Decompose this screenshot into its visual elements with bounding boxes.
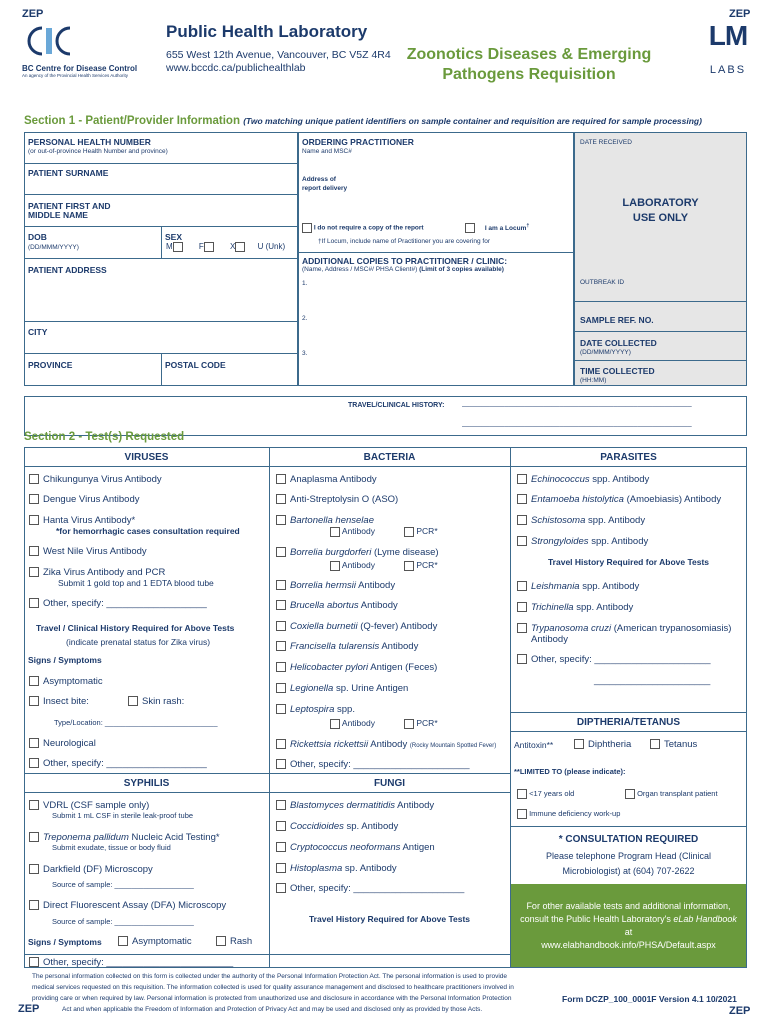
report-label-1: Address of [302, 176, 336, 183]
test-zika[interactable] [29, 567, 165, 578]
schistosoma-rest: spp. Antibody [585, 515, 646, 526]
bccdc-logo-icon [22, 24, 76, 58]
bacteria-other[interactable] [276, 759, 470, 770]
francisella-rest: Antibody [379, 641, 419, 652]
syphilis-other[interactable] [29, 957, 233, 968]
address-label: PATIENT ADDRESS [28, 265, 107, 275]
darkfield-label: Darkfield (DF) Microscopy [43, 864, 153, 875]
virus-asymptomatic-label: Asymptomatic [43, 676, 103, 687]
bacteria-other-label: Other, specify: ______________________ [290, 759, 470, 770]
source2-field[interactable]: Source of sample: ___________________ [52, 917, 194, 926]
leptospira-pcr-label: PCR* [416, 718, 438, 728]
borrelia-b-antibody[interactable] [330, 560, 375, 571]
test-dengue[interactable] [29, 494, 139, 505]
test-borrelia-hermsii[interactable] [276, 580, 395, 591]
organ-label: Organ transplant patient [637, 789, 718, 798]
dengue-checkbox[interactable] [29, 494, 39, 504]
borrelia-h-label: Borrelia hermsii [290, 580, 356, 591]
phn-label: PERSONAL HEALTH NUMBER [28, 137, 151, 147]
leptospira-antibody-checkbox[interactable] [330, 719, 340, 729]
helicobacter-checkbox[interactable] [276, 662, 286, 672]
bccdc-name: BC Centre for Disease Control [22, 64, 138, 73]
histoplasma-label: Histoplasma [290, 863, 343, 874]
syphilis-other-checkbox[interactable] [29, 957, 39, 967]
aso-label: Anti-Streptolysin O (ASO) [290, 494, 399, 505]
virus-other-2[interactable] [29, 758, 207, 769]
virus-travel-required: Travel / Clinical History Required for Above Tests [36, 623, 235, 633]
first-name-label-1: PATIENT FIRST AND [28, 201, 111, 211]
vdrl-checkbox[interactable] [29, 800, 39, 810]
treponema-rest: Nucleic Acid Testing* [128, 832, 220, 843]
trichinella-checkbox[interactable] [517, 602, 527, 612]
diphtheria-label: Diphtheria [588, 739, 632, 750]
schistosoma-label: Schistosoma [531, 515, 586, 526]
test-legionella[interactable] [276, 683, 408, 694]
lab-use-title-2: USE ONLY [632, 212, 689, 224]
copy-1-number: 1. [302, 280, 308, 287]
histoplasma-checkbox[interactable] [276, 863, 286, 873]
borrelia-b-antibody-checkbox[interactable] [330, 561, 340, 571]
test-entamoeba[interactable] [517, 494, 721, 505]
borrelia-h-checkbox[interactable] [276, 580, 286, 590]
test-borrelia-burgdorferi[interactable] [276, 547, 439, 558]
coccidioides-rest: sp. Antibody [343, 821, 399, 832]
virus-neurological[interactable] [29, 738, 96, 749]
test-coxiella[interactable] [276, 621, 437, 632]
test-strongyloides[interactable] [517, 536, 648, 547]
coxiella-checkbox[interactable] [276, 621, 286, 631]
vdrl-label: VDRL (CSF sample only) [43, 800, 150, 811]
test-treponema[interactable] [29, 832, 220, 843]
immune-option[interactable] [517, 809, 620, 819]
zep-code-top-left: ZEP [22, 8, 44, 20]
cryptococcus-checkbox[interactable] [276, 842, 286, 852]
sample-ref-label: SAMPLE REF. NO. [580, 315, 654, 325]
surname-label: PATIENT SURNAME [28, 168, 109, 178]
borrelia-b-label: Borrelia burgdorferi [290, 547, 372, 558]
entamoeba-label: Entamoeba histolytica [531, 494, 624, 505]
antitoxin-label: Antitoxin** [514, 740, 554, 750]
city-label: CITY [28, 327, 48, 337]
consult-header: * CONSULTATION REQUIRED [558, 834, 699, 845]
zep-code-bottom-left: ZEP [18, 1003, 40, 1015]
additional-sub-text: (Name, Address / MSC#/ PHSA Client#) [302, 266, 418, 273]
brucella-checkbox[interactable] [276, 600, 286, 610]
leishmania-rest: spp. Antibody [579, 581, 640, 592]
rickettsia-small: (Rocky Mountain Spotted Fever) [409, 743, 497, 749]
insect-bite-label: Insect bite: [43, 696, 89, 707]
skin-rash-label: Skin rash: [142, 696, 185, 707]
neurological-checkbox[interactable] [29, 738, 39, 748]
info-line1: For other available tests and additional information, [526, 901, 731, 911]
lt17-option[interactable] [517, 789, 574, 799]
privacy-notice [32, 971, 562, 1015]
blastomyces-rest: Antibody [395, 800, 435, 811]
borrelia-b-pcr-label: PCR* [416, 560, 438, 570]
leptospira-label: Leptospira [290, 704, 335, 715]
date-collected-label: DATE COLLECTED [580, 338, 657, 348]
no-copy-checkbox[interactable] [302, 223, 312, 233]
westnile-label: West Nile Virus Antibody [43, 546, 147, 557]
source1-field[interactable]: Source of sample: ___________________ [52, 880, 194, 889]
trypanosoma-line2: Antibody [531, 634, 568, 645]
schistosoma-checkbox[interactable] [517, 515, 527, 525]
date-collected-sublabel: (DD/MMM/YYYY) [580, 349, 631, 356]
leptospira-antibody[interactable] [330, 718, 375, 729]
consult-line2: Microbiologist) at (604) 707-2622 [562, 866, 695, 876]
test-histoplasma[interactable] [276, 863, 397, 874]
test-tetanus[interactable] [650, 739, 697, 750]
lab-use-title-1: LABORATORY [622, 197, 699, 209]
bartonella-pcr-checkbox[interactable] [404, 527, 414, 537]
hanta-checkbox[interactable] [29, 515, 39, 525]
info-box [511, 884, 746, 967]
info-handbook: eLab Handbook [673, 914, 737, 924]
test-coccidioides[interactable] [276, 821, 398, 832]
treponema-note: Submit exudate, tissue or body fluid [52, 843, 171, 852]
test-aso[interactable] [276, 494, 398, 505]
bartonella-antibody[interactable] [330, 526, 375, 537]
additional-limit: (Limit of 3 copies available) [419, 266, 504, 273]
brucella-rest: Antibody [358, 600, 398, 611]
phn-sublabel: (or out-of-province Health Number and province) [28, 148, 168, 155]
bartonella-pcr[interactable] [404, 526, 438, 537]
borrelia-b-pcr[interactable] [404, 560, 438, 571]
zep-code-top-right: ZEP [729, 8, 751, 20]
surname-input[interactable] [28, 180, 288, 192]
info-line2 [511, 914, 746, 924]
bartonella-checkbox[interactable] [276, 515, 286, 525]
labs-logo: LABS [709, 64, 747, 76]
sex-f-checkbox[interactable] [204, 242, 214, 252]
bartonella-pcr-label: PCR* [416, 526, 438, 536]
lab-title: Public Health Laboratory [166, 22, 368, 41]
rickettsia-rest: Antibody [368, 739, 408, 750]
echinococcus-rest: spp. Antibody [589, 474, 650, 485]
virus-other2-label: Other, specify: ___________________ [43, 758, 207, 769]
rickettsia-checkbox[interactable] [276, 739, 286, 749]
coxiella-rest: (Q-fever) Antibody [357, 621, 438, 632]
echinococcus-checkbox[interactable] [517, 474, 527, 484]
helicobacter-label: Helicobacter pylori [290, 662, 369, 673]
dfa-label: Direct Fluorescent Assay (DFA) Microscopy [43, 900, 227, 911]
sex-x-checkbox[interactable] [235, 242, 245, 252]
privacy-line3: providing care or when required by law. Personal information is protected from unauthorized use and disclosure in accordance with the Personal Information Protection [32, 995, 512, 1002]
test-trichinella[interactable] [517, 602, 633, 613]
anaplasma-checkbox[interactable] [276, 474, 286, 484]
rickettsia-label: Rickettsia rickettsii [290, 739, 369, 750]
tetanus-checkbox[interactable] [650, 739, 660, 749]
lm-logo: LM [708, 20, 748, 51]
privacy-line1: The personal information collected on this form is collected under the authority of the Personal Information Protection Act. The personal information is used to provide [32, 973, 507, 980]
test-anaplasma[interactable] [276, 474, 377, 485]
bartonella-antibody-label: Antibody [341, 526, 375, 536]
bartonella-label: Bartonella henselae [290, 515, 374, 526]
hanta-note: *for hemorrhagic cases consultation required [56, 526, 240, 536]
section1-note: (Two matching unique patient identifiers on sample container and requisition are required for sample processing) [243, 116, 702, 126]
zep-code-bottom-right: ZEP [729, 1005, 751, 1017]
test-cryptococcus[interactable] [276, 842, 435, 853]
dob-sublabel: (DD/MMM/YYYY) [28, 244, 79, 251]
borrelia-b-pcr-checkbox[interactable] [404, 561, 414, 571]
bccdc-tagline: An agency of the Provincial Health Services Authority [22, 73, 129, 78]
fungi-other-checkbox[interactable] [276, 883, 286, 893]
section2-title: Section 2 - Test(s) Requested [24, 431, 185, 443]
borrelia-b-rest: (Lyme disease) [371, 547, 439, 558]
leptospira-checkbox[interactable] [276, 704, 286, 714]
chikungunya-label: Chikungunya Virus Antibody [43, 474, 162, 485]
test-leishmania[interactable] [517, 581, 639, 592]
viruses-header: VIRUSES [124, 452, 169, 463]
lab-address: 655 West 12th Avenue, Vancouver, BC V5Z 4R4 [166, 49, 391, 61]
trypanosoma-checkbox[interactable] [517, 623, 527, 633]
zika-note: Submit 1 gold top and 1 EDTA blood tube [58, 578, 214, 588]
travel-history-line2[interactable]: ___________________________________________________________ [462, 420, 692, 427]
legionella-rest: sp. Urine Antigen [333, 683, 409, 694]
test-brucella[interactable] [276, 600, 398, 611]
bacteria-header: BACTERIA [363, 452, 416, 463]
vdrl-note: Submit 1 mL CSF in sterile leak-proof tube [52, 811, 194, 820]
test-schistosoma[interactable] [517, 515, 645, 526]
bartonella-antibody-checkbox[interactable] [330, 527, 340, 537]
coccidioides-label: Coccidioides [290, 821, 344, 832]
syphilis-rash-checkbox[interactable] [216, 936, 226, 946]
syphilis-asymptomatic-checkbox[interactable] [118, 936, 128, 946]
fungi-travel-required: Travel History Required for Above Tests [308, 914, 471, 924]
form-title-line2: Pathogens Requisition [442, 66, 616, 83]
echinococcus-label: Echinococcus [531, 474, 590, 485]
blastomyces-label: Blastomyces dermatitidis [290, 800, 396, 811]
darkfield-checkbox[interactable] [29, 864, 39, 874]
virus-other-checkbox[interactable] [29, 598, 39, 608]
test-westnile[interactable] [29, 546, 147, 557]
parasite-travel-required: Travel History Required for Above Tests [547, 557, 710, 567]
chikungunya-checkbox[interactable] [29, 474, 39, 484]
sex-u-label: U (Unk) [257, 242, 286, 252]
zika-checkbox[interactable] [29, 567, 39, 577]
test-vdrl[interactable] [29, 800, 149, 811]
diphtheria-checkbox[interactable] [574, 739, 584, 749]
sex-m-checkbox[interactable] [173, 242, 183, 252]
cryptococcus-label: Cryptococcus neoformans [290, 842, 401, 853]
virus-other2-checkbox[interactable] [29, 758, 39, 768]
test-blastomyces[interactable] [276, 800, 434, 811]
outbreak-label: OUTBREAK ID [580, 279, 625, 286]
borrelia-h-rest: Antibody [356, 580, 396, 591]
hanta-label: Hanta Virus Antibody* [43, 515, 136, 526]
cryptococcus-rest: Antigen [400, 842, 435, 853]
test-trypanosoma[interactable] [517, 623, 731, 634]
test-chikungunya[interactable] [29, 474, 162, 485]
fungi-header: FUNGI [373, 778, 406, 789]
neurological-label: Neurological [43, 738, 96, 749]
additional-label: ADDITIONAL COPIES TO PRACTITIONER / CLINIC: [302, 256, 508, 266]
syphilis-rash[interactable] [216, 936, 252, 947]
section1-title-text: Section 1 - Patient/Provider Information [24, 115, 240, 127]
virus-skin-rash[interactable] [128, 696, 184, 707]
syphilis-asymptomatic-label: Asymptomatic [132, 936, 192, 947]
parasite-other[interactable] [517, 654, 711, 665]
legionella-checkbox[interactable] [276, 683, 286, 693]
francisella-label: Francisella tularensis [290, 641, 380, 652]
time-collected-sublabel: (HH:MM) [580, 377, 607, 384]
borrelia-b-checkbox[interactable] [276, 547, 286, 557]
info-line3: at [624, 927, 633, 937]
test-francisella[interactable] [276, 641, 418, 652]
no-copy-option [302, 223, 424, 233]
bacteria-other-checkbox[interactable] [276, 759, 286, 769]
sex-f-label: F [198, 242, 204, 252]
bccdc-logo [22, 24, 152, 76]
lab-website[interactable]: www.bccdc.ca/publichealthlab [166, 62, 306, 74]
histoplasma-rest: sp. Antibody [342, 863, 397, 874]
fungi-other[interactable] [276, 883, 464, 894]
strongyloides-checkbox[interactable] [517, 536, 527, 546]
sex-label: SEX [165, 232, 183, 242]
locum-checkbox[interactable] [465, 223, 475, 233]
leptospira-pcr-checkbox[interactable] [404, 719, 414, 729]
form-id: Form DCZP_100_0001F Version 4.1 10/2021 [562, 994, 737, 1004]
test-bartonella[interactable] [276, 515, 374, 526]
blastomyces-checkbox[interactable] [276, 800, 286, 810]
leptospira-antibody-label: Antibody [341, 718, 375, 728]
leptospira-rest: spp. [334, 704, 355, 715]
strongyloides-rest: spp. Antibody [588, 536, 649, 547]
sex-m-label: M [166, 242, 173, 252]
coccidioides-checkbox[interactable] [276, 821, 286, 831]
dfa-checkbox[interactable] [29, 900, 39, 910]
province-label: PROVINCE [28, 360, 73, 370]
entamoeba-checkbox[interactable] [517, 494, 527, 504]
skin-rash-checkbox[interactable] [128, 696, 138, 706]
section1-title [24, 115, 702, 127]
locum-superscript: † [526, 223, 530, 229]
additional-sublabel [302, 266, 504, 273]
locum-note: †If Locum, include name of Practitioner you are covering for [318, 238, 490, 245]
borrelia-b-antibody-label: Antibody [341, 560, 375, 570]
virus-asymptomatic[interactable] [29, 676, 103, 687]
legionella-label: Legionella [290, 683, 334, 694]
dob-label: DOB [28, 232, 47, 242]
travel-history-line1[interactable]: ___________________________________________________________ [462, 400, 692, 407]
coxiella-label: Coxiella burnetii [290, 621, 358, 632]
syphilis-header: SYPHILIS [123, 778, 170, 789]
trichinella-label: Trichinella [531, 602, 574, 613]
zika-label: Zika Virus Antibody and PCR [43, 567, 166, 578]
test-diphtheria[interactable] [574, 739, 631, 750]
locum-option [465, 223, 529, 233]
treponema-label: Treponema pallidum [43, 832, 129, 843]
strongyloides-label: Strongyloides [531, 536, 589, 547]
privacy-line2: medical services requested on this requisition. The information collected is used for quality assurance management and disclosed to healthcare practitioners involved in [32, 984, 514, 991]
virus-signs-label: Signs / Symptoms [28, 655, 102, 665]
aso-checkbox[interactable] [276, 494, 286, 504]
virus-insect-bite[interactable] [29, 696, 89, 707]
limited-to-label: **LIMITED TO (please indicate): [514, 767, 626, 776]
virus-other-label: Other, specify: ___________________ [43, 598, 207, 609]
brucella-label: Brucella abortus [290, 600, 359, 611]
fungi-other-label: Other, specify: _____________________ [290, 883, 465, 894]
syphilis-signs-label: Signs / Symptoms [28, 937, 102, 947]
test-hanta[interactable] [29, 515, 135, 526]
lt17-label: <17 years old [529, 789, 575, 798]
consult-line1: Please telephone Program Head (Clinical [545, 851, 712, 861]
leishmania-checkbox[interactable] [517, 581, 527, 591]
entamoeba-rest: (Amoebiasis) Antibody [623, 494, 722, 505]
leptospira-pcr[interactable] [404, 718, 438, 729]
syphilis-asymptomatic[interactable] [118, 936, 192, 947]
trypanosoma-rest: (American trypanosomiasis) [611, 623, 732, 634]
test-dfa[interactable] [29, 900, 226, 911]
dengue-label: Dengue Virus Antibody [43, 494, 140, 505]
virus-asymptomatic-checkbox[interactable] [29, 676, 39, 686]
time-collected-label: TIME COLLECTED [580, 366, 655, 376]
sex-x-label: X [230, 242, 236, 252]
francisella-checkbox[interactable] [276, 641, 286, 651]
virus-other[interactable] [29, 598, 207, 609]
phn-input[interactable] [28, 156, 288, 162]
parasite-other-label: Other, specify: ______________________ [531, 654, 711, 665]
treponema-checkbox[interactable] [29, 832, 39, 842]
ordering-sublabel: Name and MSC# [302, 148, 352, 155]
sex-options [166, 242, 285, 252]
test-leptospira[interactable] [276, 704, 355, 715]
test-helicobacter[interactable] [276, 662, 437, 673]
test-rickettsia[interactable] [276, 739, 496, 750]
trypanosoma-label: Trypanosoma cruzi [531, 623, 612, 634]
parasite-other-line[interactable]: ______________________ [594, 675, 711, 686]
insect-bite-checkbox[interactable] [29, 696, 39, 706]
trichinella-rest: spp. Antibody [573, 602, 634, 613]
parasites-header: PARASITES [600, 452, 657, 463]
immune-checkbox[interactable] [517, 809, 527, 819]
syphilis-other-label: Other, specify: ________________________ [43, 957, 234, 968]
privacy-line4: Act and when applicable the Freedom of Information and Protection of Privacy Act and may be used and disclosed only as provided by those Acts. [62, 1006, 483, 1013]
first-name-label-2: MIDDLE NAME [28, 210, 88, 220]
type-location-field[interactable]: Type/Location: ___________________________ [54, 718, 218, 727]
virus-prenatal-note: (indicate prenatal status for Zika virus) [66, 637, 211, 647]
date-received-label: DATE RECEIVED [580, 139, 632, 146]
lt17-checkbox[interactable] [517, 789, 527, 799]
syphilis-rash-label: Rash [230, 936, 253, 947]
dipth-header: DIPTHERIA/TETANUS [576, 717, 681, 728]
copy-3-number: 3. [302, 350, 308, 357]
test-darkfield[interactable] [29, 864, 153, 875]
info-line2-text: consult the Public Health Laboratory's [520, 914, 674, 924]
helicobacter-rest: Antigen (Feces) [368, 662, 438, 673]
organ-option[interactable] [625, 789, 718, 799]
leishmania-label: Leishmania [531, 581, 580, 592]
tetanus-label: Tetanus [664, 739, 698, 750]
organ-checkbox[interactable] [625, 789, 635, 799]
form-title-line1: Zoonotics Diseases & Emerging [406, 46, 652, 63]
travel-history-label: TRAVEL/CLINICAL HISTORY: [348, 402, 445, 409]
report-label-2: report delivery [302, 185, 348, 192]
immune-label: Immune deficiency work-up [529, 809, 621, 818]
westnile-checkbox[interactable] [29, 546, 39, 556]
copy-2-number: 2. [302, 315, 308, 322]
anaplasma-label: Anaplasma Antibody [290, 474, 377, 485]
postal-label: POSTAL CODE [165, 360, 226, 370]
no-copy-label: I do not require a copy of the report [313, 224, 424, 232]
ordering-label: ORDERING PRACTITIONER [302, 137, 414, 147]
parasite-other-checkbox[interactable] [517, 654, 527, 664]
test-echinococcus[interactable] [517, 474, 649, 485]
info-link[interactable]: www.elabhandbook.info/PHSA/Default.aspx [541, 940, 716, 950]
locum-label: I am a Locum [484, 225, 527, 233]
